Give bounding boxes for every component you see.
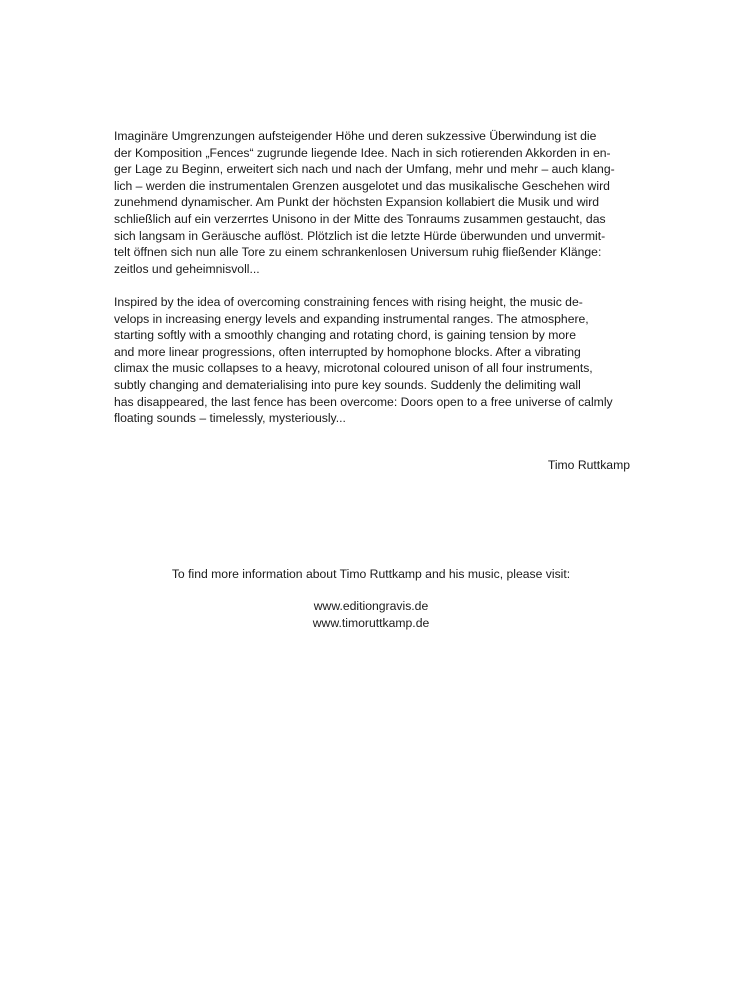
german-line: schließlich auf ein verzerrtes Unisono in der Mitte des Tonraums zusammen gestaucht, das <box>114 211 606 226</box>
english-line: climax the music collapses to a heavy, microtonal coloured unison of all four instruments, <box>114 361 593 376</box>
website-links <box>0 598 742 631</box>
german-line: telt öffnen sich nun alle Tore zu einem schrankenlosen Universum ruhig fließender Klänge: <box>114 245 602 260</box>
link-timoruttkamp[interactable]: www.timoruttkamp.de <box>312 615 430 630</box>
german-line: zeitlos und geheimnisvoll... <box>114 261 260 276</box>
link-editiongravis[interactable]: www.editiongravis.de <box>313 599 429 613</box>
english-line: has disappeared, the last fence has been overcome: Doors open to a free universe of calmly <box>114 394 613 409</box>
english-line: Inspired by the idea of overcoming constraining fences with rising height, the music de- <box>114 295 583 309</box>
german-line: Imaginäre Umgrenzungen aufsteigender Höhe und deren sukzessive Überwindung ist die <box>114 129 597 143</box>
author-signature: Timo Ruttkamp <box>547 458 630 472</box>
german-line: sich langsam in Geräusche auflöst. Plötzlich ist die letzte Hürde überwunden und unvermit- <box>114 228 606 243</box>
german-line: ger Lage zu Beginn, erweitert sich nach und nach der Umfang, mehr und mehr – auch klang- <box>114 162 615 177</box>
german-description <box>114 128 634 277</box>
german-line: lich – werden die instrumentalen Grenzen ausgelotet und das musikalische Geschehen wird <box>114 178 610 193</box>
english-line: subtly changing and dematerialising into pure key sounds. Suddenly the delimiting wall <box>114 377 581 392</box>
german-line: zunehmend dynamischer. Am Punkt der höchsten Expansion kollabiert die Musik und wird <box>114 195 600 210</box>
english-line: floating sounds – timelessly, mysteriously... <box>114 411 346 426</box>
english-line: starting softly with a smoothly changing and rotating chord, is gaining tension by more <box>114 328 577 343</box>
info-text: To find more information about Timo Ruttkamp and his music, please visit: <box>171 567 571 581</box>
german-line: der Komposition „Fences“ zugrunde liegende Idee. Nach in sich rotierenden Akkorden in en- <box>114 145 611 160</box>
english-description <box>114 294 634 427</box>
english-line: and more linear progressions, often interrupted by homophone blocks. After a vibrating <box>114 344 581 359</box>
english-line: velops in increasing energy levels and expanding instrumental ranges. The atmosphere, <box>114 311 589 326</box>
